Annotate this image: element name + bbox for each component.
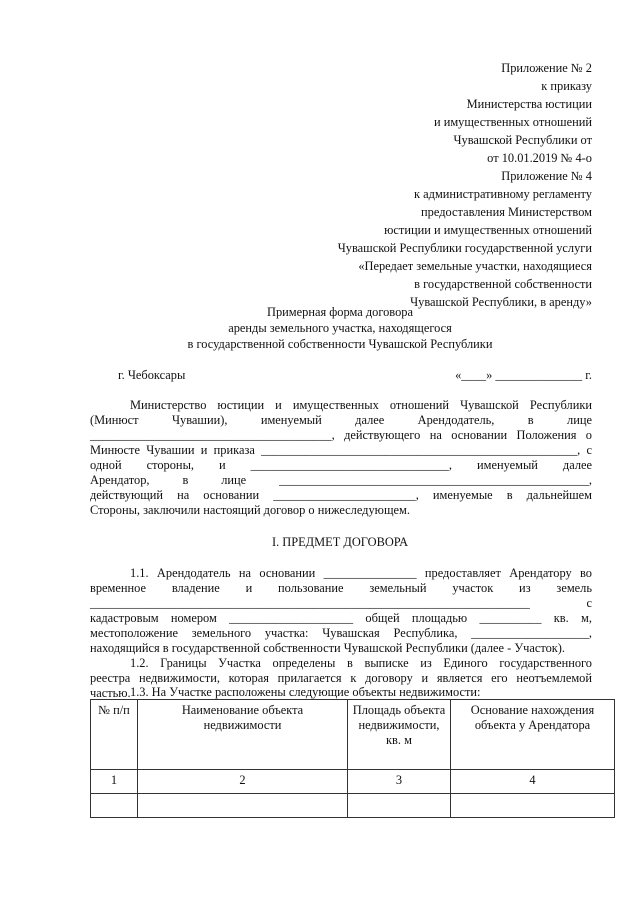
title-line: Примерная форма договора [267, 305, 413, 319]
appendix-4-line: в государственной собственности [414, 277, 592, 291]
table-cell-empty[interactable] [91, 794, 138, 818]
preamble-line: действующий на основании _______________________, именуемые в дальнейшем [90, 488, 592, 502]
title-line: в государственной собственности Чувашской Республики [187, 337, 493, 351]
preamble-line: _______________________________________, действующего на основании Положения о [90, 428, 592, 442]
clause-1-1-line: кадастровым номером ____________________ общей площадью __________ кв. м, [90, 611, 592, 625]
title-line: аренды земельного участка, находящегося [228, 321, 452, 335]
appendix-4-line: «Передает земельные участки, находящиеся [358, 259, 592, 273]
contract-date-line: «____» ______________ г. [455, 368, 592, 382]
clause-1-1-line: 1.1. Арендодатель на основании _______________ предоставляет Арендатору во [130, 566, 592, 580]
clause-1-2-line: частью. [90, 686, 131, 700]
table-cell-empty[interactable] [138, 794, 348, 818]
preamble-line: Арендатор, в лице __________________________________________________, [90, 473, 592, 487]
place-city: г. Чебоксары [118, 368, 186, 382]
clause-1-2-line: реестра недвижимости, которая прилагается к договору и является его неотъемлемой [90, 671, 592, 685]
column-number-cell: 4 [451, 770, 615, 794]
preamble-line: Стороны, заключили настоящий договор о нижеследующем. [90, 503, 410, 517]
header-cell-number: № п/п [91, 700, 138, 770]
preamble-line: Министерство юстиции и имущественных отношений Чувашской Республики [130, 398, 592, 412]
appendix-4-line: к административному регламенту [414, 187, 592, 201]
clause-1-1-line: _______________________________________________________________________ с [90, 596, 592, 610]
table-numbering-row [91, 770, 615, 794]
appendix-4-line: Чувашской Республики, в аренду» [410, 295, 592, 309]
column-number-cell: 2 [138, 770, 348, 794]
real-estate-objects-table [90, 699, 615, 818]
header-cell-basis: Основание нахождения объекта у Арендатора [451, 700, 615, 770]
preamble-line: Минюсте Чувашии и приказа ___________________________________________________, с [90, 443, 592, 457]
table-header-row [91, 700, 615, 770]
section-1-heading: I. ПРЕДМЕТ ДОГОВОРА [271, 535, 409, 549]
appendix-2-line: Приложение № 2 [501, 61, 592, 75]
header-cell-area: Площадь объекта недвижимости, кв. м [348, 700, 451, 770]
appendix-2-line: от 10.01.2019 № 4-о [487, 151, 592, 165]
preamble-line: (Минюст Чувашии), именуемый далее Арендодатель, в лице [90, 413, 592, 427]
column-number-cell: 1 [91, 770, 138, 794]
column-number-cell: 3 [348, 770, 451, 794]
table-cell-empty[interactable] [348, 794, 451, 818]
appendix-2-line: Министерства юстиции [466, 97, 592, 111]
appendix-2-line: к приказу [541, 79, 592, 93]
table-cell-empty[interactable] [451, 794, 615, 818]
clause-1-3: 1.3. На Участке расположены следующие объекты недвижимости: [130, 685, 481, 699]
clause-1-2-line: 1.2. Границы Участка определены в выписке из Единого государственного [130, 656, 592, 670]
appendix-4-line: юстиции и имущественных отношений [384, 223, 592, 237]
clause-1-1-line: местоположение земельного участка: Чувашская Республика, ___________________, [90, 626, 592, 640]
appendix-4-line: предоставления Министерством [421, 205, 592, 219]
header-cell-object-name: Наименование объекта недвижимости [138, 700, 348, 770]
table-row [91, 794, 615, 818]
appendix-4-line: Чувашской Республики государственной услуги [337, 241, 592, 255]
appendix-4-line: Приложение № 4 [501, 169, 592, 183]
appendix-2-line: и имущественных отношений [433, 115, 592, 129]
clause-1-1-line: находящийся в государственной собственности Чувашской Республики (далее - Участок). [90, 641, 566, 655]
preamble-line: одной стороны, и ________________________________, именуемый далее [90, 458, 592, 472]
clause-1-1-line: временное владение и пользование земельный участок из земель [90, 581, 592, 595]
appendix-2-line: Чувашской Республики от [453, 133, 592, 147]
